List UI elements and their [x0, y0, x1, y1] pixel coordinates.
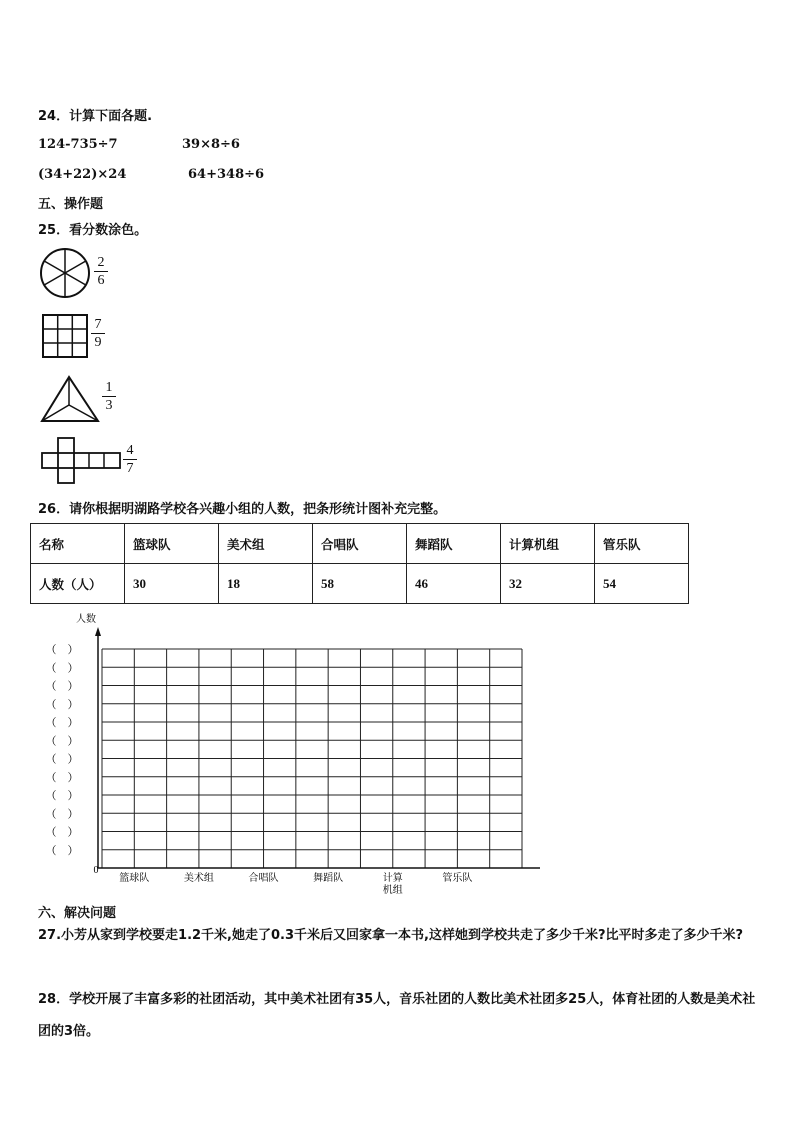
- x-tick-label: 机组: [382, 885, 403, 895]
- q26-title: 26．请你根据明湖路学校各兴趣小组的人数，把条形统计图补充完整。: [38, 502, 447, 517]
- y-tick-label: （ ）: [45, 679, 79, 693]
- table-cell: 名称: [31, 524, 125, 564]
- section-5-heading: 五、操作题: [38, 197, 104, 212]
- x-tick-label: 合唱队: [248, 873, 279, 884]
- x-tick-label: 计算: [382, 873, 403, 884]
- y-tick-label: （ ）: [45, 770, 79, 784]
- fraction-7-9: 7 9: [91, 317, 105, 350]
- x-tick-label: 舞蹈队: [313, 873, 344, 884]
- y-tick-label: （ ）: [45, 807, 79, 821]
- q24-expr-1: 124-735÷7: [38, 137, 118, 152]
- fraction-1-3: 1 3: [102, 380, 116, 413]
- x-tick-label: 篮球队: [119, 873, 150, 884]
- y-tick-label: （ ）: [45, 661, 79, 675]
- cube-net-sevenths-shape: [40, 436, 124, 484]
- y-tick-label: （ ）: [45, 716, 79, 729]
- interest-group-table: [30, 523, 689, 604]
- y-tick-label: （ ）: [45, 789, 79, 802]
- table-cell: 30: [125, 564, 219, 604]
- y-tick-label: （ ）: [45, 734, 79, 748]
- q24-expr-3: (34+22)×24: [38, 167, 127, 182]
- table-cell: 54: [595, 564, 689, 604]
- y-tick-label: （ ）: [45, 752, 79, 766]
- q28-text: 28．学校开展了丰富多彩的社团活动，其中美术社团有35人，音乐社团的人数比美术社团多25人，体育社团的人数是美术社团的3倍。: [38, 992, 756, 1039]
- table-cell: 58: [313, 564, 407, 604]
- table-cell: 32: [501, 564, 595, 604]
- x-tick-label: 美术组: [183, 873, 214, 884]
- q24-title: 24．计算下面各题.: [38, 109, 153, 124]
- x-tick-label: 管乐队: [442, 873, 473, 884]
- fraction-4-7: 4 7: [123, 443, 137, 476]
- table-row: [31, 524, 689, 564]
- table-cell: 合唱队: [313, 524, 407, 564]
- q24-expr-2: 39×8÷6: [182, 137, 240, 152]
- y-tick-label: （ ）: [45, 697, 79, 711]
- bar-chart: [0, 605, 560, 895]
- fraction-2-6: 2 6: [94, 255, 108, 288]
- y-origin-label: 0: [93, 865, 99, 876]
- y-tick-label: （ ）: [45, 643, 79, 656]
- q25-title: 25．看分数涂色。: [38, 223, 148, 238]
- table-cell: 篮球队: [125, 524, 219, 564]
- table-row: [31, 564, 689, 604]
- circle-sixths-shape: [38, 246, 98, 304]
- table-cell: 舞蹈队: [407, 524, 501, 564]
- table-cell: 人数（人）: [31, 564, 125, 604]
- table-cell: 管乐队: [595, 524, 689, 564]
- grid-ninths-shape: [42, 314, 90, 360]
- triangle-thirds-shape: [40, 374, 102, 424]
- y-tick-label: （ ）: [45, 843, 79, 857]
- q24-expr-4: 64+348÷6: [188, 167, 265, 182]
- section-6-heading: 六、解决问题: [38, 906, 117, 921]
- y-axis-arrow: [95, 627, 101, 636]
- table-cell: 18: [219, 564, 313, 604]
- y-tick-label: （ ）: [45, 825, 79, 839]
- table-cell: 46: [407, 564, 501, 604]
- table-cell: 美术组: [219, 524, 313, 564]
- table-cell: 计算机组: [501, 524, 595, 564]
- q27-text: 27.小芳从家到学校要走1.2千米,她走了0.3千米后又回家拿一本书,这样她到学校共走了多少千米?比平时多走了多少千米?: [38, 928, 744, 943]
- y-axis-label: 人数: [76, 614, 96, 625]
